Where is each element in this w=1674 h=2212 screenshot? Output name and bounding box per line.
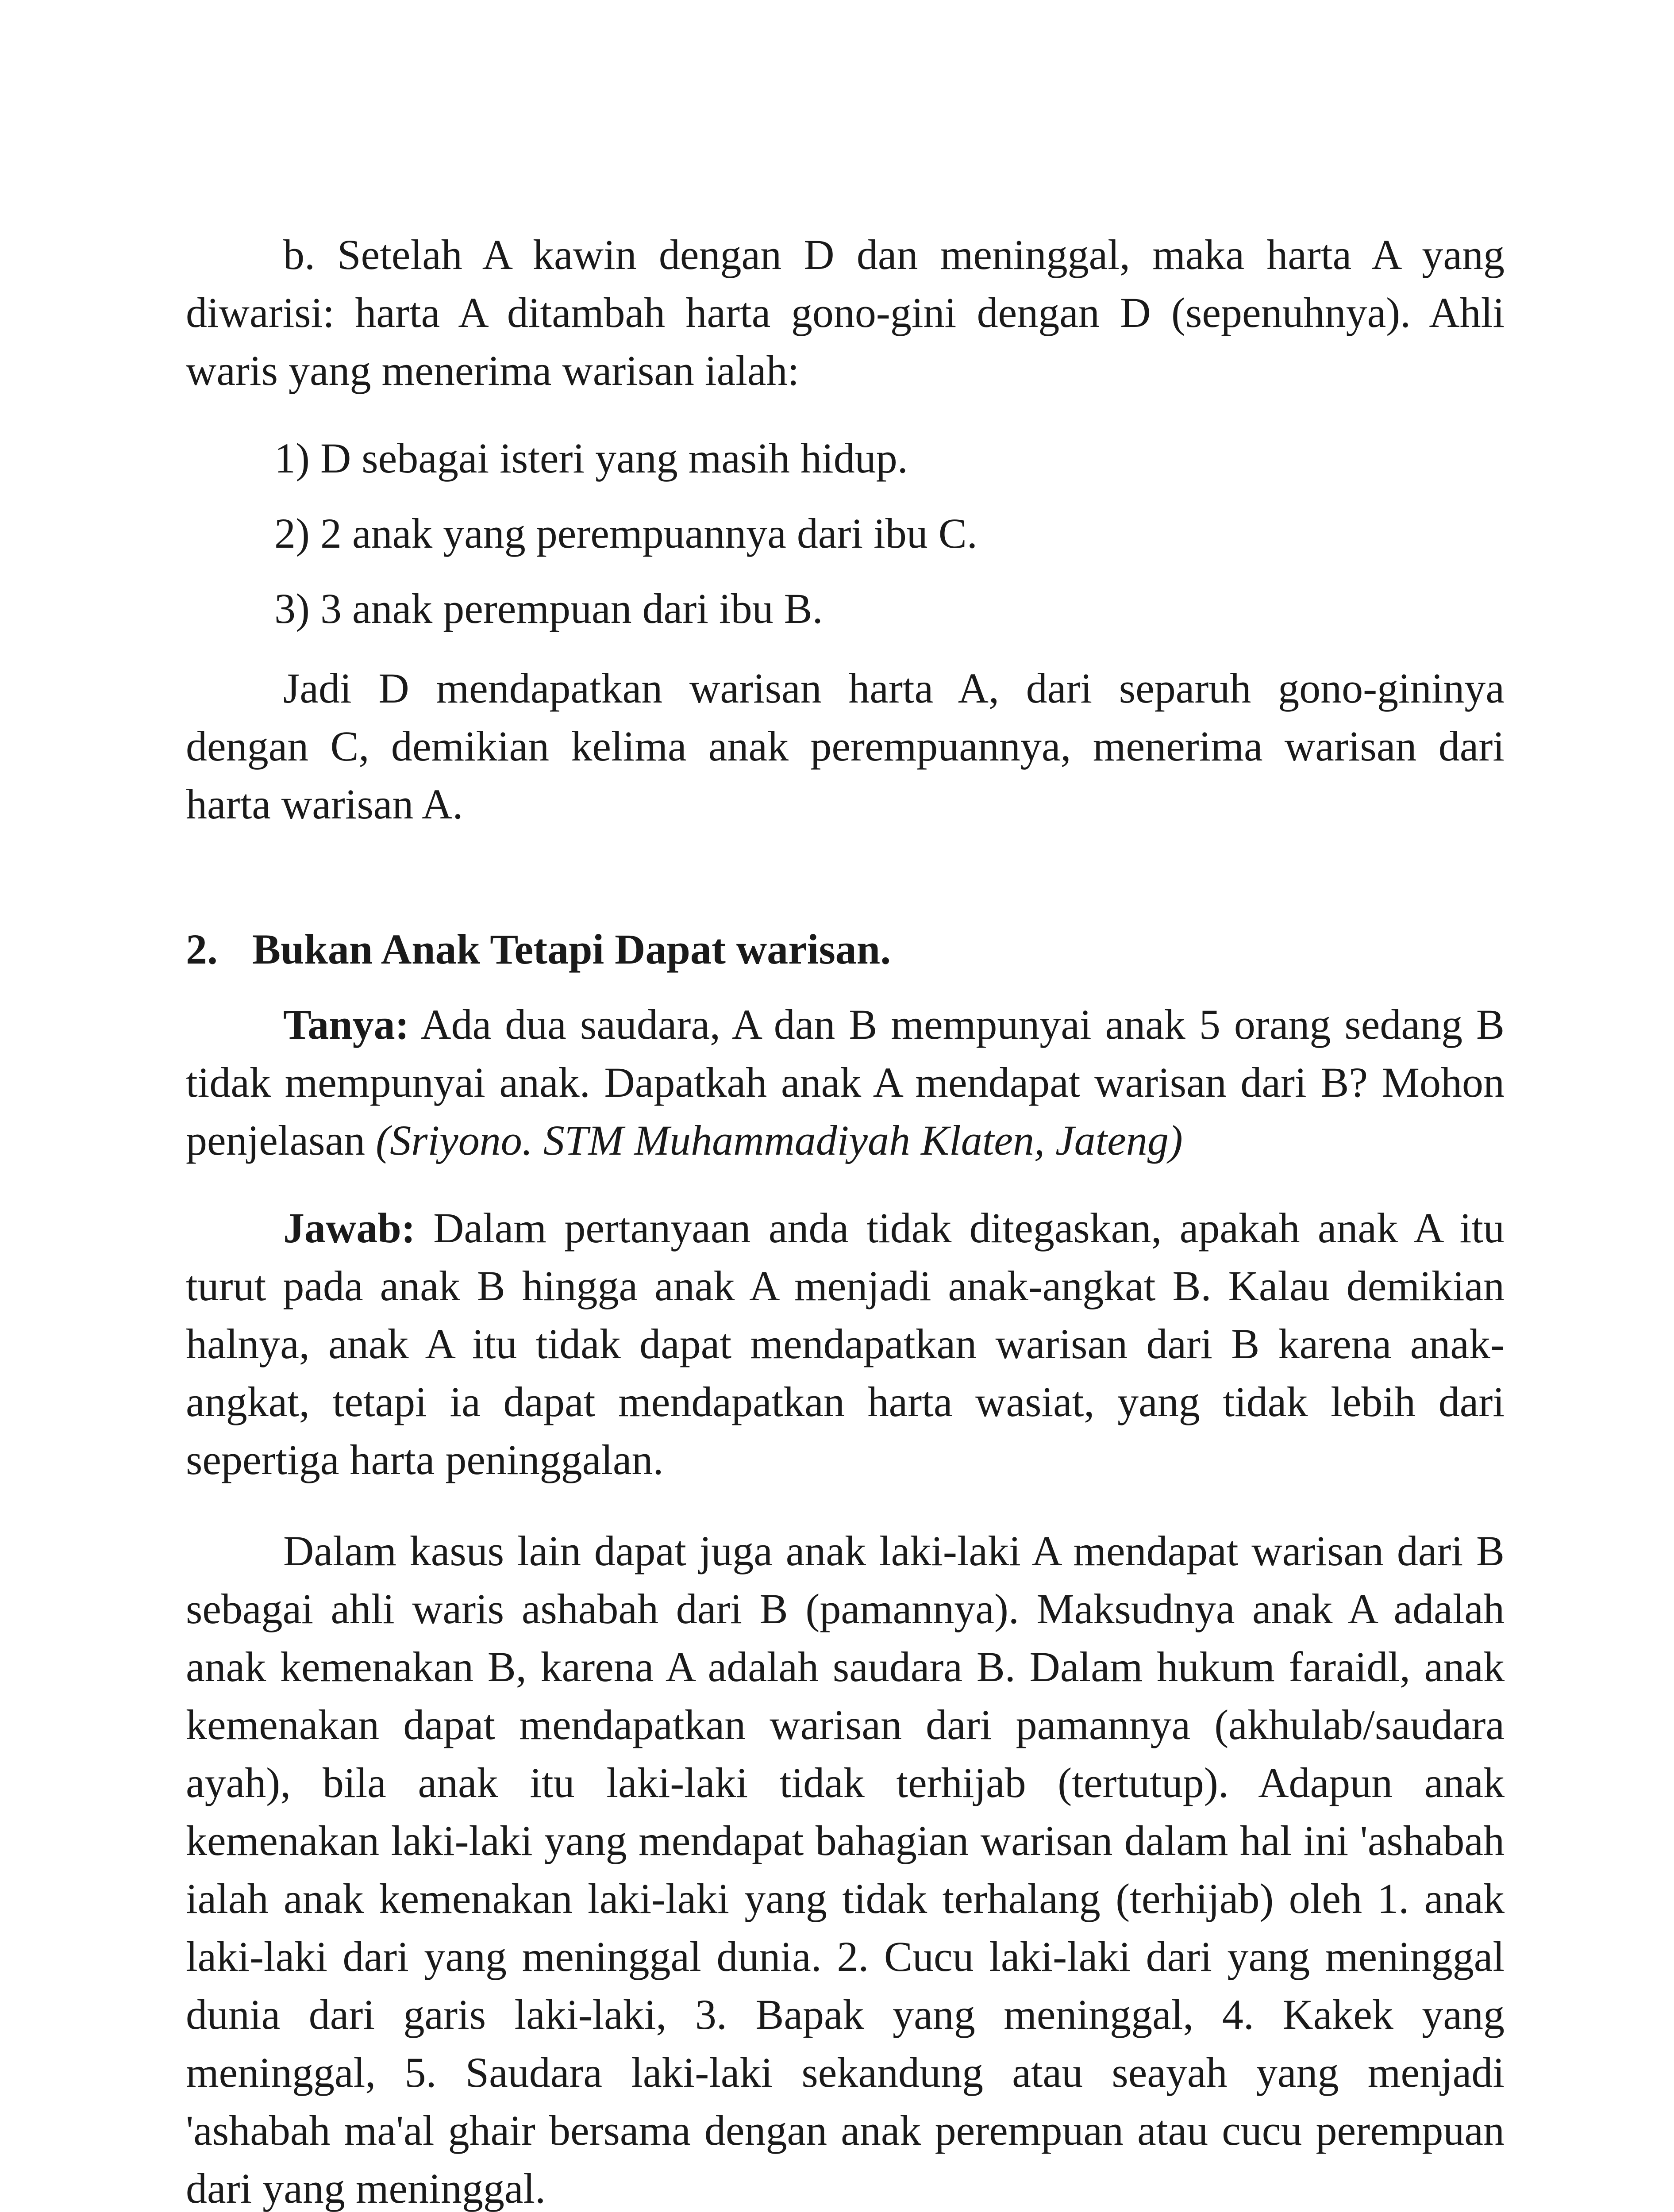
- conclusion-paragraph: Jadi D mendapatkan warisan harta A, dari separuh gono-gininya dengan C, demikian kelima anak perempuannya, menerima warisan dari harta warisan A.: [186, 664, 1505, 828]
- heir-item-2: 2) 2 anak yang perempuannya dari ibu C.: [274, 510, 977, 557]
- question-paragraph: [186, 995, 1505, 1169]
- intro-paragraph: b. Setelah A kawin dengan D dan meninggal, maka harta A yang diwarisi: harta A ditambah harta gono-gini dengan D (sepenuhnya). Ahli waris yang menerima warisan ialah:: [186, 231, 1505, 394]
- question-text: Ada dua saudara, A dan B mempunyai anak 5 orang sedang B tidak mempunyai anak. Dapatkah anak A mendapat warisan dari B? Mohon penjelasan: [186, 1001, 1505, 1164]
- answer-text: Dalam pertanyaan anda tidak ditegaskan, apakah anak A itu turut pada anak B hingga anak A menjadi anak-angkat B. Kalau demikian halnya, anak A itu tidak dapat mendapatkan warisan dari B karena anak-angkat, tetapi ia dapat mendapatkan harta wasiat, yang tidak lebih dari sepertiga harta peninggalan.: [186, 1204, 1505, 1483]
- question-label: Tanya:: [283, 1001, 409, 1048]
- heir-item-3: 3) 3 anak perempuan dari ibu B.: [274, 585, 823, 632]
- heir-item-1: 1) D sebagai isteri yang masih hidup.: [274, 434, 908, 482]
- section-number: 2.: [186, 926, 218, 973]
- section-heading: [186, 920, 1469, 978]
- question-citation: (Sriyono. STM Muhammadiyah Klaten, Jateng): [376, 1117, 1183, 1164]
- answer-paragraph: [186, 1199, 1505, 1489]
- answer-label: Jawab:: [283, 1204, 416, 1252]
- closing-paragraph: Dalam kasus lain dapat juga anak laki-laki A mendapat warisan dari B sebagai ahli waris ashabah dari B (pamannya). Maksudnya anak A adalah anak kemenakan B, karena A adalah saudara B. Dalam hukum faraidl, anak kemenakan dapat mendapatkan warisan dari pamannya (akhulab/saudara ayah), bila anak itu laki-laki tidak terhijab (tertutup). Adapun anak kemenakan laki-laki yang mendapat bahagian warisan dalam hal ini 'ashabah ialah anak kemenakan laki-laki yang tidak terhalang (terhijab) oleh 1. anak laki-laki dari yang meninggal dunia. 2. Cucu laki-laki dari yang meninggal dunia dari garis laki-laki, 3. Bapak yang meninggal, 4. Kakek yang meninggal, 5. Saudara laki-laki sekandung atau seayah yang menjadi 'ashabah ma'al ghair bersama dengan anak perempuan atau cucu perempuan dari yang meninggal.: [186, 1527, 1505, 2212]
- section-title: Bukan Anak Tetapi Dapat warisan.: [252, 926, 891, 973]
